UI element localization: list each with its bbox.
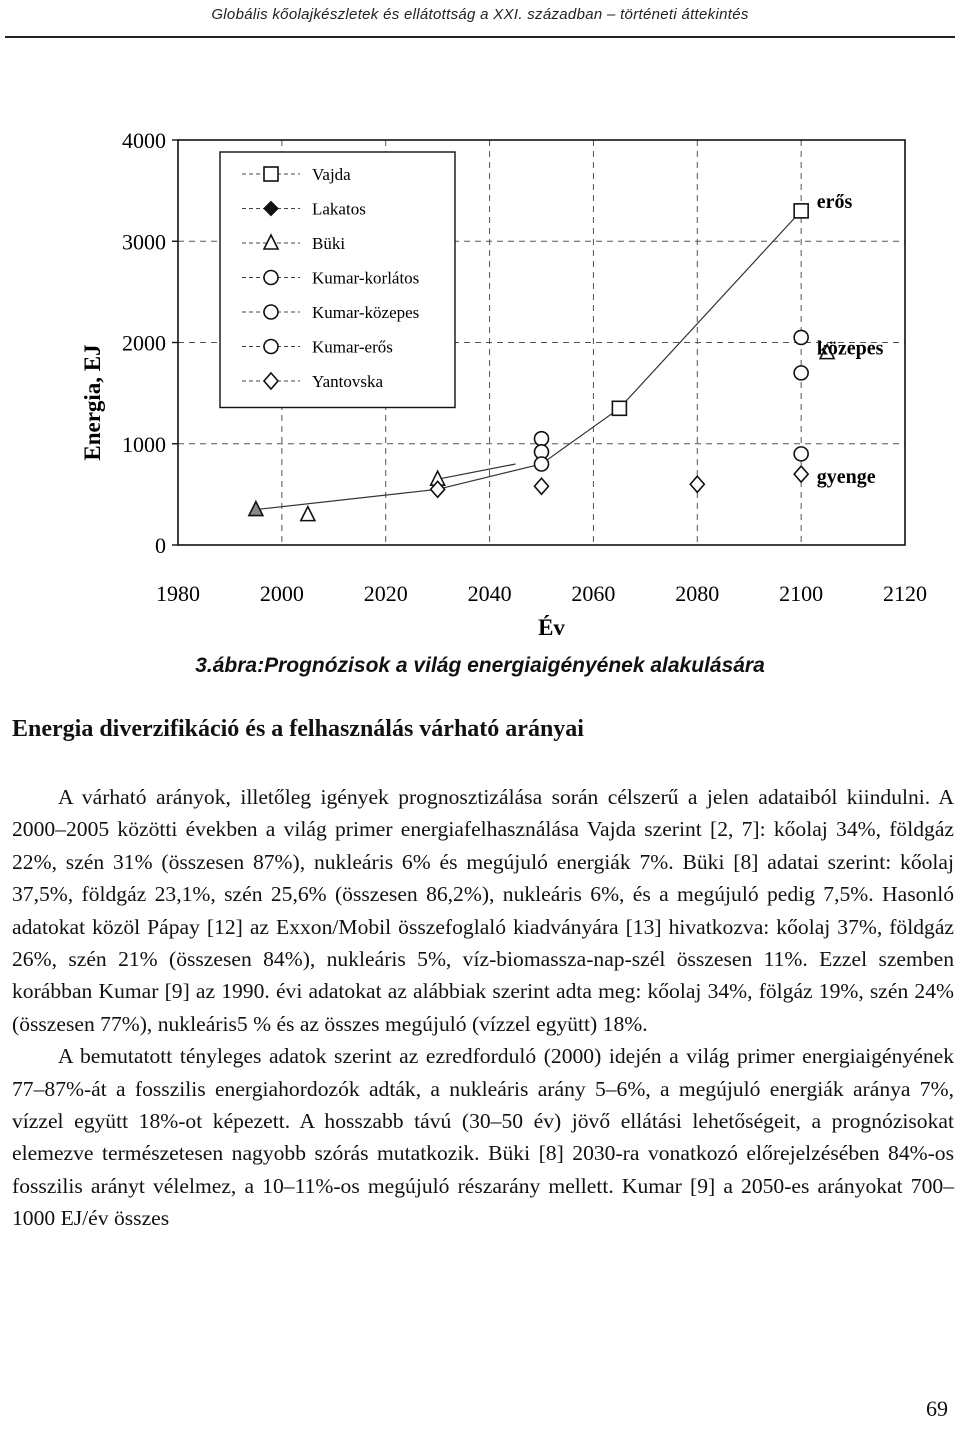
y-tick-label: 0 [155, 533, 166, 558]
annotation-label: közepes [816, 337, 884, 360]
legend-label: Vajda [312, 165, 351, 184]
legend-label: Kumar-korlátos [312, 268, 420, 288]
header-rule [5, 36, 955, 38]
legend-marker [264, 305, 278, 319]
paragraph-2: A bemutatott tényleges adatok szerint az ezredforduló (2000) idején a világ primer energiaigényének 77–87%-át a fosszilis energiahordozók adták, a nukleáris arány 5–6%, a megújuló energiák aránya 7%, vízzel együtt 18%-ot képezett. A hosszabb távú (30–50 év) jövő ellátási lehetőségeit, a prognózisokat elemezve természetesen nagyobb szórás mutatkozik. Büki [8] 2030-ra vonatkozó előrejelzésében 84%-os fosszilis arányt vélelmez, a 10–11%-os megújuló részarány mellett. Kumar [9] a 2050-es arányokat 700–1000 EJ/év összes [12, 1044, 954, 1231]
running-header: Globális kőolajkészletek és ellátottság a XXI. században – történeti áttekintés [211, 6, 749, 23]
y-tick-label: 4000 [122, 128, 166, 153]
body-text [12, 781, 954, 1235]
figure-caption: 3.ábra:Prognózisok a világ energiaigényének alakulására [195, 654, 765, 677]
page-number: 69 [926, 1396, 948, 1421]
point-kumar-er-s [535, 457, 549, 471]
y-tick-label: 3000 [122, 229, 166, 255]
point-yantovska [690, 476, 704, 492]
y-tick-label: 2000 [122, 330, 166, 356]
chart-legend [220, 152, 455, 408]
x-tick-label: 2100 [779, 581, 824, 606]
legend-label: Büki [312, 234, 346, 253]
x-tick-label: 2080 [675, 581, 720, 606]
point-vajda [794, 204, 808, 218]
annotation-label: gyenge [816, 466, 876, 489]
point-yantovska [535, 478, 549, 494]
x-tick-label: 2020 [363, 581, 408, 606]
point-kumar-korl-tos [794, 447, 808, 461]
y-tick-label: 1000 [122, 431, 166, 457]
point-vajda [612, 401, 626, 415]
x-tick-label: 2040 [467, 581, 512, 606]
y-axis-label: Energia, EJ [80, 344, 105, 461]
legend-label: Kumar-erős [312, 337, 393, 357]
legend-marker [264, 340, 278, 354]
section-title: Energia diverzifikáció és a felhasználás várható arányai [12, 716, 584, 742]
annotation-label: erős [816, 190, 853, 213]
point-b-ki [301, 507, 315, 521]
point-yantovska [794, 466, 808, 482]
legend-label: Kumar-közepes [312, 303, 420, 322]
paragraph-1: A várható arányok, illetőleg igények prognosztizálása során célszerű a jelen adataiból kiindulni. A 2000–2005 közötti években a világ primer energiafelhasználása Vajda szerint [2, 7]: kőolaj 34%, földgáz 22%, szén 31% (összesen 87%), nukleáris 6% és megújuló energiák 7%. Büki [8] adatai szerint: kőolaj 37,5%, földgáz 23,1%, szén 25,6% (összesen 86,2%), nukleáris 6%, és a megújuló pedig 7,5%. Hasonló adatokat közöl Pápay [12] az Exxon/Mobil összefoglaló kiadványára [13] hivatkozva: kőolaj 37%, földgáz 26%, szén 21% (összesen 84%), nukleáris 5%, víz-biomassza-nap-szél összesen 11%. Ezzel szemben korábban Kumar [9] az 1990. évi adatokat az alábbiak szerint adta meg: kőolaj 34%, fölgáz 19%, szén 24% (összesen 77%), nukleáris5 % és az összes megújuló (vízzel együtt) 18%. [12, 785, 954, 1036]
legend-label: Lakatos [312, 199, 366, 219]
x-tick-label: 2000 [259, 581, 304, 606]
x-tick-label: 2120 [883, 581, 927, 606]
point-kumar-k-zepes [794, 330, 808, 344]
point-kumar-er-s [794, 366, 808, 380]
trend-line [438, 464, 516, 479]
legend-marker [264, 167, 278, 181]
x-axis-label: Év [538, 615, 565, 640]
legend-marker [264, 271, 278, 285]
energy-forecast-chart [0, 110, 960, 640]
legend-label: Yantovska [312, 372, 384, 391]
x-tick-label: 1980 [156, 581, 200, 606]
x-tick-label: 2060 [571, 581, 616, 606]
point-kumar-korl-tos [535, 432, 549, 446]
